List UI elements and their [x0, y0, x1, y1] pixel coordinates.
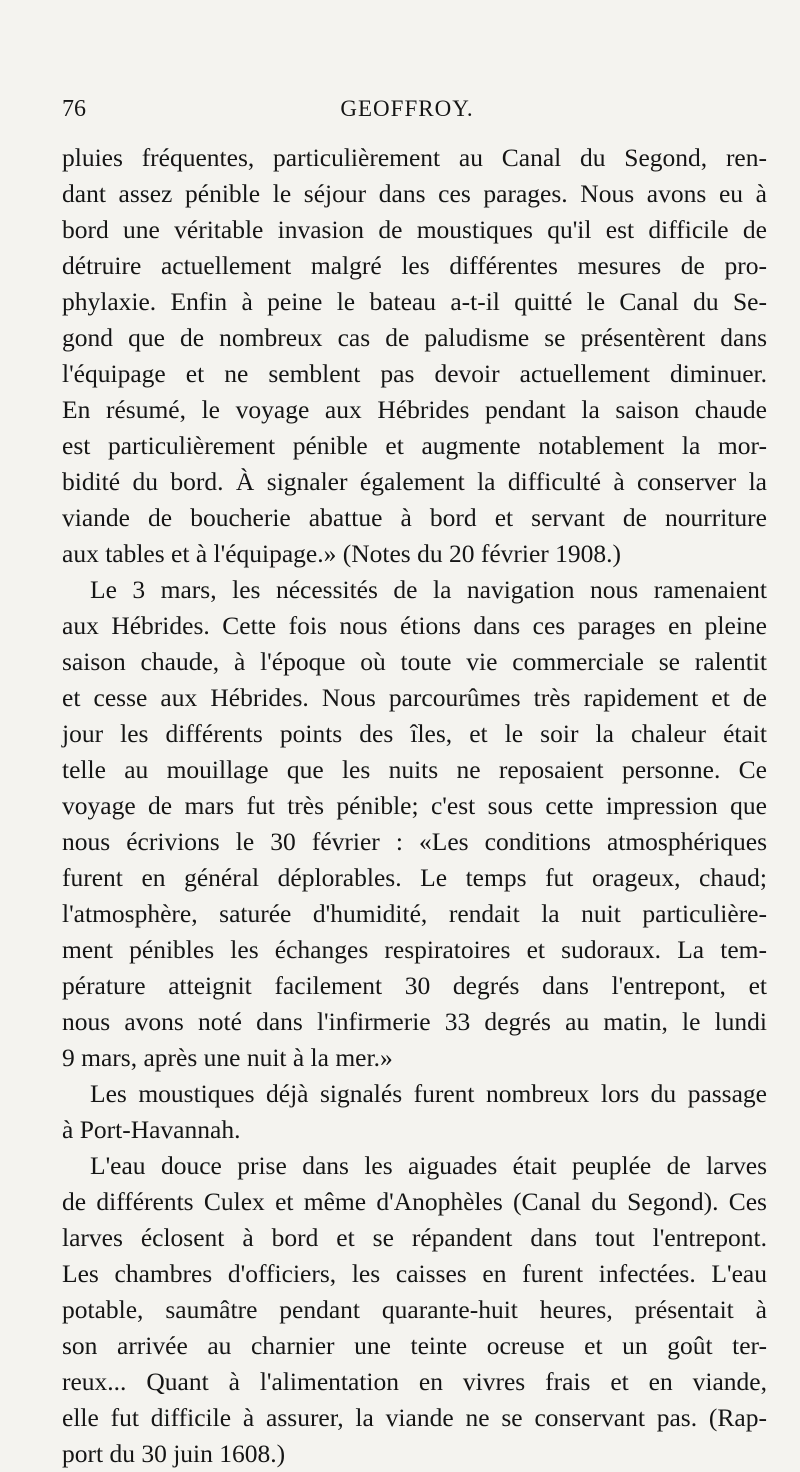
text-line: larves éclosent à bord et se répandent dans tout l'entrepont.: [62, 1223, 767, 1252]
text-line: jour les différents points des îles, et le soir la chaleur était: [62, 719, 767, 748]
text-line: l'équipage et ne semblent pas devoir actuellement diminuer.: [62, 359, 767, 388]
text-line: de différents Culex et même d'Anophèles (Canal du Segond). Ces: [62, 1187, 767, 1216]
text-line: telle au mouillage que les nuits ne reposaient personne. Ce: [62, 755, 767, 784]
text-line: viande de boucherie abattue à bord et servant de nourriture: [62, 503, 767, 532]
text-line: port du 30 juin 1608.): [62, 1439, 286, 1468]
text-line: ment pénibles les échanges respiratoires et sudoraux. La tem-: [62, 935, 767, 964]
text-line: reux... Quant à l'alimentation en vivres frais et en viande,: [62, 1367, 767, 1396]
text-line: bidité du bord. À signaler également la difficulté à conserver la: [62, 467, 767, 496]
text-line: pluies fréquentes, particulièrement au Canal du Segond, ren-: [62, 143, 767, 172]
running-head: GEOFFROY.: [340, 96, 474, 121]
text-line: potable, saumâtre pendant quarante-huit heures, présentait à: [62, 1295, 767, 1324]
text-line: détruire actuellement malgré les différentes mesures de pro-: [62, 251, 767, 280]
text-line: l'atmosphère, saturée d'humidité, rendait la nuit particulière-: [62, 899, 767, 928]
text-line: Les chambres d'officiers, les caisses en furent infectées. L'eau: [62, 1259, 767, 1288]
text-line: voyage de mars fut très pénible; c'est sous cette impression que: [62, 791, 767, 820]
text-line: aux tables et à l'équipage.» (Notes du 20 février 1908.): [62, 539, 622, 568]
text-line: Le 3 mars, les nécessités de la navigation nous ramenaient: [90, 575, 767, 604]
page-header: [62, 96, 752, 130]
text-line: nous écrivions le 30 février : «Les conditions atmosphériques: [62, 827, 767, 856]
text-line: L'eau douce prise dans les aiguades était peuplée de larves: [90, 1151, 767, 1180]
text-line: furent en général déplorables. Le temps fut orageux, chaud;: [62, 863, 767, 892]
text-line: dant assez pénible le séjour dans ces parages. Nous avons eu à: [62, 179, 767, 208]
text-line: et cesse aux Hébrides. Nous parcourûmes très rapidement et de: [62, 683, 767, 712]
text-line: phylaxie. Enfin à peine le bateau a-t-il quitté le Canal du Se-: [62, 287, 767, 316]
text-line: bord une véritable invasion de moustiques qu'il est difficile de: [62, 215, 767, 244]
text-line: Les moustiques déjà signalés furent nombreux lors du passage: [90, 1079, 767, 1108]
text-line: elle fut difficile à assurer, la viande ne se conservant pas. (Rap-: [62, 1403, 767, 1432]
text-line: son arrivée au charnier une teinte ocreuse et un goût ter-: [62, 1331, 767, 1360]
text-line: à Port-Havannah.: [62, 1115, 241, 1144]
text-line: aux Hébrides. Cette fois nous étions dans ces parages en pleine: [62, 611, 767, 640]
text-line: est particulièrement pénible et augmente notablement la mor-: [62, 431, 767, 460]
text-line: saison chaude, à l'époque où toute vie commerciale se ralentit: [62, 647, 767, 676]
body-text: [62, 140, 767, 1472]
text-line: 9 mars, après une nuit à la mer.»: [62, 1043, 393, 1072]
text-line: nous avons noté dans l'infirmerie 33 degrés au matin, le lundi: [62, 1007, 767, 1036]
text-line: En résumé, le voyage aux Hébrides pendant la saison chaude: [62, 395, 767, 424]
page-number: 76: [62, 96, 86, 122]
text-line: gond que de nombreux cas de paludisme se présentèrent dans: [62, 323, 767, 352]
text-line: pérature atteignit facilement 30 degrés dans l'entrepont, et: [62, 971, 767, 1000]
